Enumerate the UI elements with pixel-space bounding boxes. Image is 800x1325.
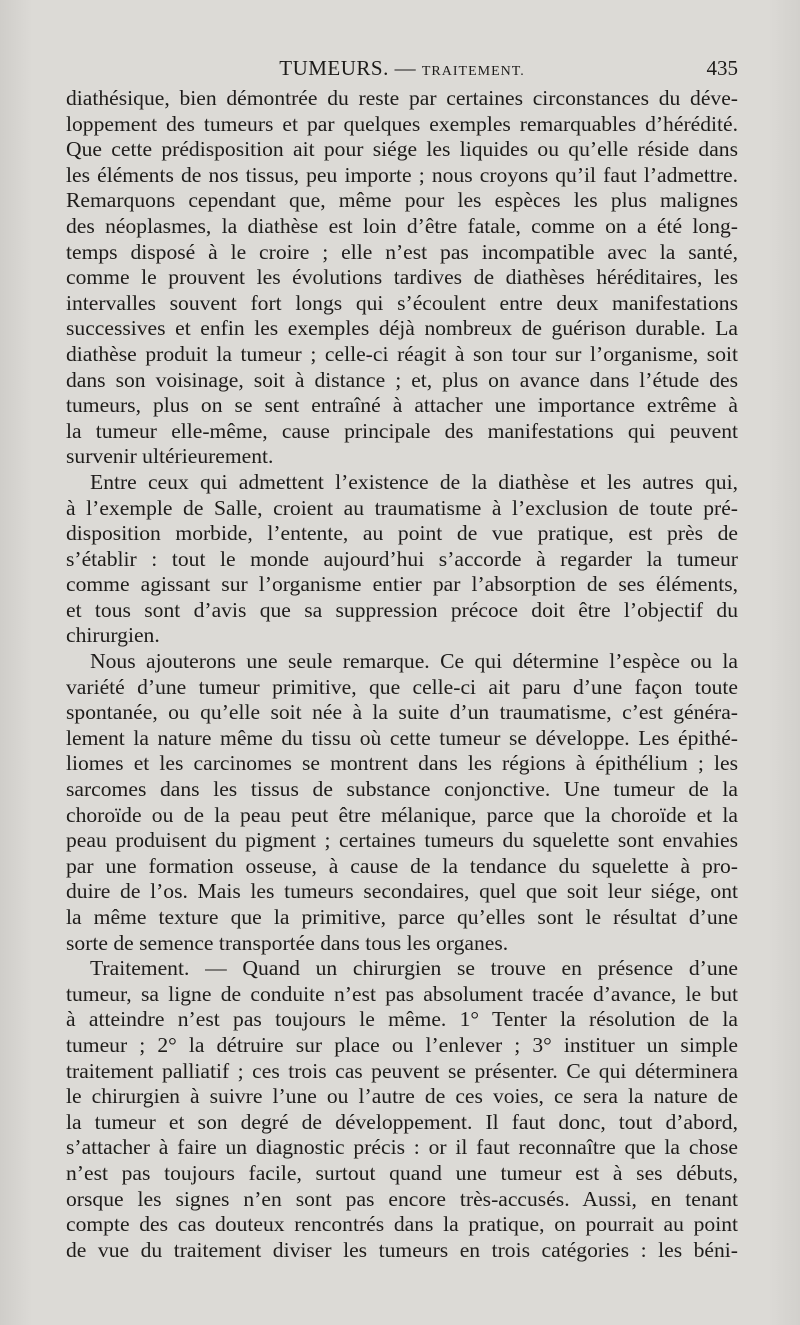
text-line: à l’exemple de Salle, croient au traumatisme à l’exclusion de toute pré- (66, 495, 738, 520)
text-line: spontanée, ou qu’elle soit née à la suite d’un traumatisme, c’est généra- (66, 700, 738, 725)
text-line: et tous sont d’avis que sa suppression précoce doit être l’objectif du (66, 597, 738, 622)
text-line: chirurgien. (66, 623, 160, 648)
text-line: dans son voisinage, soit à distance ; et, plus on avance dans l’étude des (66, 367, 738, 392)
running-head (66, 52, 738, 82)
text-line: de vue du traitement diviser les tumeurs en trois catégories : les béni- (66, 1237, 738, 1262)
text-line: la tumeur et son degré de développement. Il faut donc, tout d’abord, (66, 1109, 738, 1134)
text-line: le chirurgien à suivre l’une ou l’autre de ces voies, ce sera la nature de (66, 1084, 738, 1109)
text-line: comme le prouvent les évolutions tardives de diathèses héréditaires, les (66, 265, 738, 290)
text-line: successives et enfin les exemples déjà nombreux de guérison durable. La (66, 316, 738, 341)
text-line: compte des cas douteux rencontrés dans la pratique, on pourrait au point (66, 1212, 738, 1237)
text-line: disposition morbide, l’entente, au point de vue pratique, est près de (66, 521, 738, 546)
text-line: s’établir : tout le monde aujourd’hui s’accorde à regarder la tumeur (66, 546, 738, 571)
text-line: comme agissant sur l’organisme entier par l’absorption de ses éléments, (66, 572, 738, 597)
text-line: duire de l’os. Mais les tumeurs secondaires, quel que soit leur siége, ont (66, 879, 738, 904)
text-line: la tumeur elle-même, cause principale des manifestations qui peuvent (66, 418, 738, 443)
text-line: s’attacher à faire un diagnostic précis : or il faut reconnaître que la chose (66, 1135, 738, 1160)
text-line: loppement des tumeurs et par quelques exemples remarquables d’hérédité. (66, 111, 738, 136)
text-line: variété d’une tumeur primitive, que celle-ci ait paru d’une façon toute (66, 674, 738, 699)
text-line: Que cette prédisposition ait pour siége les liquides ou qu’elle réside dans (66, 137, 738, 162)
text-line: choroïde ou de la peau peut être mélanique, parce que la choroïde et la (66, 802, 738, 827)
text-line: la même texture que la primitive, parce qu’elles sont le résultat d’une (66, 905, 738, 929)
text-line: par une formation osseuse, à cause de la tendance du squelette à pro- (66, 853, 738, 878)
text-line: traitement palliatif ; ces trois cas peuvent se présenter. Ce qui déterminera (66, 1058, 738, 1083)
paragraph-start: Entre ceux qui admettent l’existence de la diathèse et les autres qui, (90, 469, 738, 494)
running-title-main: TUMEURS. — (279, 56, 417, 80)
text-line: tumeur, sa ligne de conduite n’est pas absolument tracée d’avance, le but (66, 981, 738, 1006)
text-line: n’est pas toujours facile, surtout quand une tumeur est à ses débuts, (66, 1160, 738, 1185)
text-line: temps disposé à le croire ; elle n’est pas incompatible avec la santé, (66, 239, 738, 264)
text-line: lement la nature même du tissu où cette tumeur se développe. Les épithé- (66, 725, 738, 750)
text-line: les éléments de nos tissus, peu importe ; nous croyons qu’il faut l’admettre. (66, 162, 738, 187)
text-line: liomes et les carcinomes se montrent dans les régions à épithélium ; les (66, 751, 738, 776)
text-line: à atteindre n’est pas toujours le même. 1° Tenter la résolution de la (66, 1007, 738, 1032)
text-line: diathésique, bien démontrée du reste par certaines circonstances du déve- (66, 86, 738, 110)
text-line: Remarquons cependant que, même pour les espèces les plus malignes (66, 188, 738, 213)
running-title (66, 56, 738, 81)
body-text (66, 86, 738, 1263)
paragraph-start: Nous ajouterons une seule remarque. Ce qui détermine l’espèce ou la (90, 649, 738, 674)
text-line: survenir ultérieurement. (66, 444, 274, 469)
text-line: sorte de semence transportée dans tous les organes. (66, 930, 509, 955)
text-line: tumeurs, plus on se sent entraîné à attacher une importance extrême à (66, 393, 738, 418)
section-heading-traitement: Traitement. — Quand un chirurgien se trouve en présence d’une (90, 956, 738, 981)
text-line: sarcomes dans les tissus de substance conjonctive. Une tumeur de la (66, 777, 738, 802)
text-line: diathèse produit la tumeur ; celle-ci réagit à son tour sur l’organisme, soit (66, 341, 738, 366)
text-line: intervalles souvent fort longs qui s’écoulent entre deux manifestations (66, 290, 738, 315)
text-line: des néoplasmes, la diathèse est loin d’être fatale, comme on a été long- (66, 213, 738, 238)
text-line: tumeur ; 2° la détruire sur place ou l’enlever ; 3° instituer un simple (66, 1032, 738, 1057)
text-line: peau produisent du pigment ; certaines tumeurs du squelette sont envahies (66, 828, 738, 853)
running-title-section: TRAITEMENT. (421, 64, 525, 79)
page-number: 435 (706, 56, 738, 80)
text-line: orsque les signes n’en sont pas encore très-accusés. Aussi, en tenant (66, 1186, 738, 1211)
